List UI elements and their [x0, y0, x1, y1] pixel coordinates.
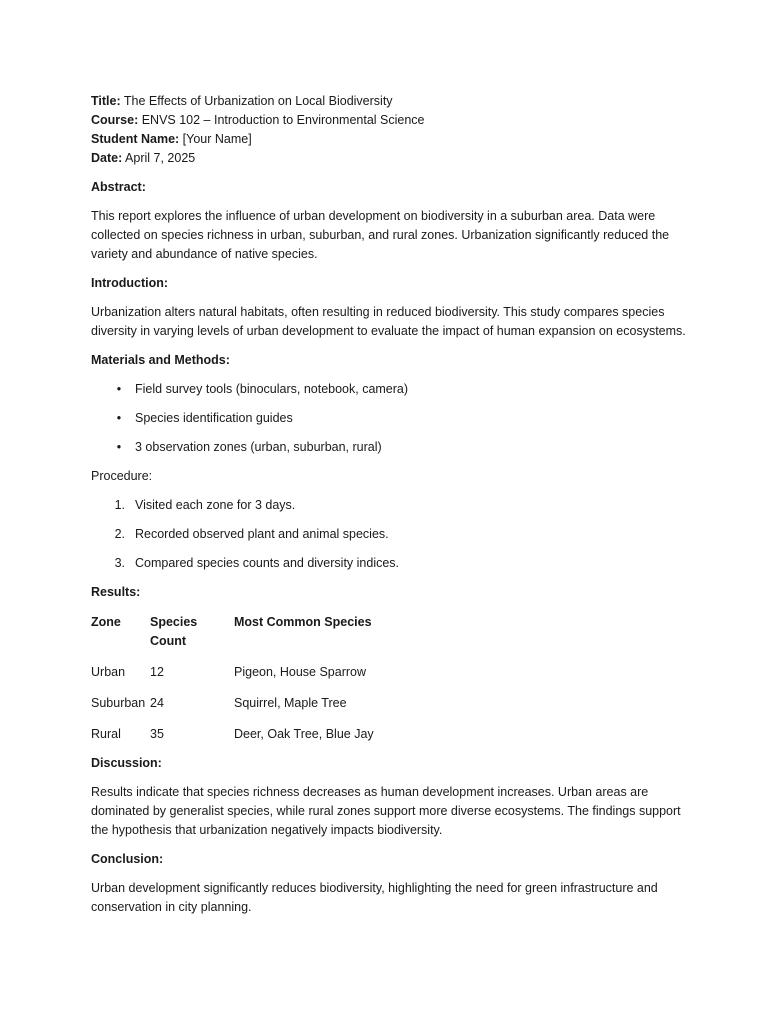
introduction-heading: Introduction:	[91, 276, 169, 290]
introduction-text: Urbanization alters natural habitats, often resulting in reduced biodiversity. This study compares species diversity in varying levels of urban development to evaluate the impact of human expansion on ecosystems.	[91, 305, 686, 338]
course-label: Course:	[91, 113, 139, 127]
student-name-value: [Your Name]	[179, 132, 252, 146]
table-row	[91, 651, 434, 682]
student-name-line	[91, 130, 691, 149]
table-cell-count: 12	[150, 665, 164, 679]
date-value: April 7, 2025	[122, 151, 196, 165]
title-line	[91, 92, 691, 111]
table-row	[91, 713, 434, 744]
list-number: 3.	[114, 556, 125, 570]
conclusion-text: Urban development significantly reduces biodiversity, highlighting the need for green infrastructure and conservation in city planning.	[91, 881, 658, 914]
bullet-icon: •	[116, 440, 122, 454]
title-value: The Effects of Urbanization on Local Biodiversity	[120, 94, 393, 108]
table-cell-species: Pigeon, House Sparrow	[234, 665, 367, 679]
results-heading: Results:	[91, 585, 141, 599]
student-name-label: Student Name:	[91, 132, 180, 146]
procedure-item-text: Compared species counts and diversity indices.	[135, 556, 400, 570]
abstract-text: This report explores the influence of urban development on biodiversity in a suburban area. Data were collected on species richness in urban, suburban, and rural zones. Urbanization significantly reduced the variety and abundance of native species.	[91, 209, 670, 261]
list-item	[91, 554, 691, 573]
material-item-text: Species identification guides	[135, 411, 293, 425]
methods-heading: Materials and Methods:	[91, 353, 230, 367]
document-body	[91, 92, 691, 917]
bullet-icon: •	[116, 382, 122, 396]
list-item	[91, 438, 691, 457]
procedure-item-text: Visited each zone for 3 days.	[135, 498, 296, 512]
table-cell-zone: Urban	[91, 665, 126, 679]
table-row	[91, 682, 434, 713]
discussion-heading: Discussion:	[91, 756, 162, 770]
table-cell-count: 35	[150, 727, 164, 741]
title-label: Title:	[91, 94, 121, 108]
abstract-heading: Abstract:	[91, 180, 146, 194]
list-number: 2.	[114, 527, 125, 541]
bullet-icon: •	[116, 411, 122, 425]
procedure-item-text: Recorded observed plant and animal species.	[135, 527, 389, 541]
list-item	[91, 380, 691, 399]
table-cell-species: Deer, Oak Tree, Blue Jay	[234, 727, 374, 741]
list-item	[91, 525, 691, 544]
column-header-species-count: Species Count	[150, 615, 198, 648]
list-number: 1.	[114, 498, 125, 512]
date-line	[91, 149, 691, 168]
table-cell-zone: Suburban	[91, 696, 146, 710]
list-item	[91, 409, 691, 428]
course-value: ENVS 102 – Introduction to Environmental Science	[138, 113, 425, 127]
materials-list	[91, 380, 691, 457]
column-header-zone: Zone	[91, 615, 121, 629]
table-header-row	[91, 613, 434, 651]
column-header-common-species: Most Common Species	[234, 615, 372, 629]
list-item	[91, 496, 691, 515]
table-cell-zone: Rural	[91, 727, 121, 741]
table-cell-count: 24	[150, 696, 164, 710]
date-label: Date:	[91, 151, 123, 165]
procedure-label: Procedure:	[91, 469, 153, 483]
material-item-text: 3 observation zones (urban, suburban, rural)	[135, 440, 382, 454]
procedure-list	[91, 496, 691, 573]
table-cell-species: Squirrel, Maple Tree	[234, 696, 347, 710]
conclusion-heading: Conclusion:	[91, 852, 164, 866]
discussion-text: Results indicate that species richness decreases as human development increases. Urban areas are dominated by generalist species, while rural zones support more diverse ecosystems. The findings support the hypothesis that urbanization negatively impacts biodiversity.	[91, 785, 681, 837]
results-table	[91, 613, 434, 744]
material-item-text: Field survey tools (binoculars, notebook, camera)	[135, 382, 409, 396]
course-line	[91, 111, 691, 130]
